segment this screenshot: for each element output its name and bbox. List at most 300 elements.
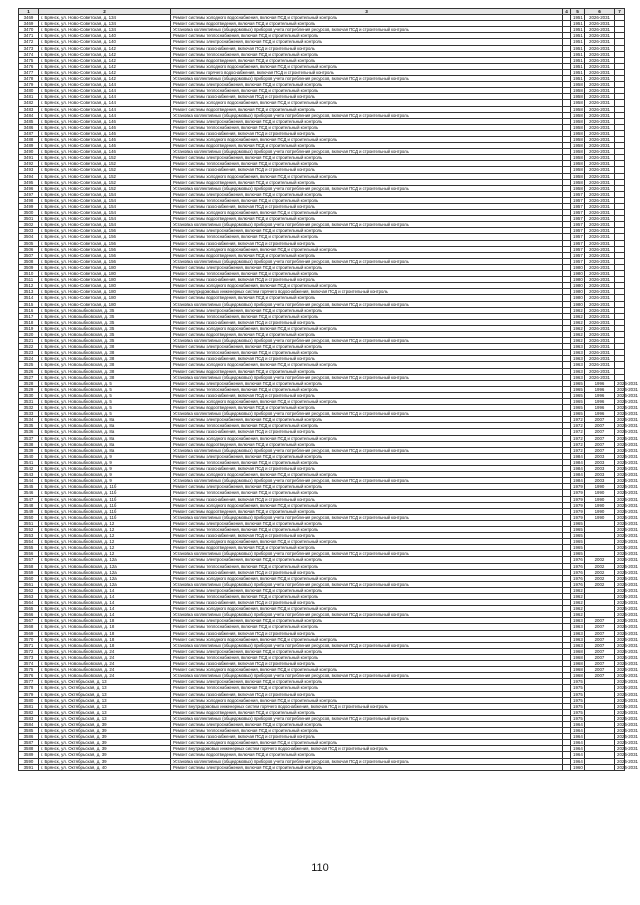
col6-cell: 1990: [585, 490, 615, 496]
address-cell: г. Брянск, ул. Новозыбковская, д. 35: [39, 319, 171, 325]
work-type-cell: Ремонт системы электроснабжения, включая ПСД и строительный контроль: [171, 453, 563, 459]
row-number: 3504: [19, 234, 39, 240]
address-cell: г. Брянск, ул. Ново-Советская, д. 146: [39, 149, 171, 155]
col7-cell: 2026-2031: [615, 484, 625, 490]
work-type-cell: Ремонт внутридомовых инженерных систем горячего водоснабжения, включая ПСД и строительный контроль: [171, 703, 563, 709]
address-cell: г. Брянск, ул. Октябрьская, д. 13: [39, 679, 171, 685]
work-type-cell: Ремонт системы теплоснабжения, включая ПСД и строительный контроль: [171, 624, 563, 630]
address-cell: г. Брянск, ул. Ново-Советская, д. 180: [39, 283, 171, 289]
address-cell: г. Брянск, ул. Ново-Советская, д. 152: [39, 173, 171, 179]
work-type-cell: Ремонт системы водоотведения, включая ПСД и строительный контроль: [171, 545, 563, 551]
col7-cell: 2026-2031: [615, 411, 625, 417]
row-number: 3587: [19, 740, 39, 746]
address-cell: г. Брянск, ул. Новозыбковская, д. 12: [39, 545, 171, 551]
year-built-cell: 1958: [571, 143, 585, 149]
row-number: 3521: [19, 338, 39, 344]
col7-cell: 2026-2031: [615, 386, 625, 392]
row-number: 3562: [19, 587, 39, 593]
year-built-cell: 1958: [571, 94, 585, 100]
col6-cell: 2003: [585, 472, 615, 478]
row-number: 3571: [19, 642, 39, 648]
row-number: 3543: [19, 472, 39, 478]
col6-cell: 2026-2031: [585, 124, 615, 130]
work-type-cell: Установка коллективных (общедомовых) приборов учета потребления ресурсов, включая ПСД и строительный контроль: [171, 715, 563, 721]
row-number: 3500: [19, 210, 39, 216]
col6-cell: 1990: [585, 514, 615, 520]
address-cell: г. Брянск, ул. Новозыбковская, д. 8а: [39, 423, 171, 429]
row-number: 3519: [19, 325, 39, 331]
address-cell: г. Брянск, ул. Новозыбковская, д. 12а: [39, 575, 171, 581]
address-cell: г. Брянск, ул. Ново-Советская, д. 154: [39, 204, 171, 210]
row-number: 3494: [19, 173, 39, 179]
year-built-cell: 1962: [571, 313, 585, 319]
address-cell: г. Брянск, ул. Октябрьская, д. 39: [39, 752, 171, 758]
year-built-cell: 1962: [571, 307, 585, 313]
column-header: 6: [585, 9, 615, 15]
row-number: 3563: [19, 594, 39, 600]
year-built-cell: 1962: [571, 600, 585, 606]
row-number: 3472: [19, 39, 39, 45]
address-cell: г. Брянск, ул. Новозыбковская, д. 5: [39, 392, 171, 398]
row-number: 3493: [19, 167, 39, 173]
work-type-cell: Ремонт системы холодного водоснабжения, включая ПСД и строительный контроль: [171, 502, 563, 508]
year-built-cell: 1975: [571, 715, 585, 721]
row-number: 3546: [19, 490, 39, 496]
row-number: 3534: [19, 417, 39, 423]
work-type-cell: Ремонт системы газоснабжения, включая ПСД и строительный контроль: [171, 600, 563, 606]
address-cell: г. Брянск, ул. Октябрьская, д. 13: [39, 715, 171, 721]
address-cell: г. Брянск, ул. Ново-Советская, д. 152: [39, 167, 171, 173]
col4-cell: [563, 764, 571, 770]
address-cell: г. Брянск, ул. Ново-Советская, д. 142: [39, 51, 171, 57]
address-cell: г. Брянск, ул. Ново-Советская, д. 140: [39, 33, 171, 39]
col6-cell: 2026-2031: [585, 331, 615, 337]
year-built-cell: 1963: [571, 642, 585, 648]
col7-cell: 2026-2031: [615, 508, 625, 514]
row-number: 3473: [19, 45, 39, 51]
work-type-cell: Ремонт системы газоснабжения, включая ПСД и строительный контроль: [171, 429, 563, 435]
work-type-cell: Ремонт системы теплоснабжения, включая ПСД и строительный контроль: [171, 490, 563, 496]
col7-cell: 2026-2031: [615, 587, 625, 593]
work-type-cell: Ремонт системы теплоснабжения, включая ПСД и строительный контроль: [171, 33, 563, 39]
work-type-cell: Ремонт системы газоснабжения, включая ПСД и строительный контроль: [171, 630, 563, 636]
address-cell: г. Брянск, ул. Ново-Советская, д. 180: [39, 301, 171, 307]
row-number: 3588: [19, 746, 39, 752]
work-type-cell: Ремонт системы теплоснабжения, включая ПСД и строительный контроль: [171, 51, 563, 57]
col6-cell: 2026-2031: [585, 313, 615, 319]
address-cell: г. Брянск, ул. Новозыбковская, д. 5: [39, 399, 171, 405]
row-number: 3480: [19, 88, 39, 94]
address-cell: г. Брянск, ул. Новозыбковская, д. 12: [39, 539, 171, 545]
address-cell: г. Брянск, ул. Ново-Советская, д. 152: [39, 155, 171, 161]
address-cell: г. Брянск, ул. Ново-Советская, д. 134: [39, 27, 171, 33]
work-type-cell: Ремонт системы электроснабжения, включая ПСД и строительный контроль: [171, 380, 563, 386]
work-type-cell: Ремонт системы холодного водоснабжения, включая ПСД и строительный контроль: [171, 697, 563, 703]
col6-cell: 2026-2031: [585, 179, 615, 185]
year-built-cell: 1965: [571, 526, 585, 532]
work-type-cell: Ремонт системы водоотведения, включая ПСД и строительный контроль: [171, 752, 563, 758]
work-type-cell: Установка коллективных (общедомовых) приборов учета потребления ресурсов, включая ПСД и строительный контроль: [171, 258, 563, 264]
row-number: 3547: [19, 496, 39, 502]
work-type-cell: Ремонт системы холодного водоснабжения, включая ПСД и строительный контроль: [171, 15, 563, 21]
row-number: 3545: [19, 484, 39, 490]
col6-cell: 2007: [585, 642, 615, 648]
year-built-cell: 1962: [571, 594, 585, 600]
row-number: 3497: [19, 191, 39, 197]
year-built-cell: 1976: [571, 563, 585, 569]
col6-cell: 2026-2031: [585, 240, 615, 246]
col7-cell: 2026-2031: [615, 551, 625, 557]
capital-repair-table: [18, 8, 638, 771]
work-type-cell: Ремонт системы газоснабжения, включая ПСД и строительный контроль: [171, 392, 563, 398]
col7-cell: 2026-2031: [615, 575, 625, 581]
col7-cell: 2026-2031: [615, 721, 625, 727]
year-built-cell: 1960: [571, 764, 585, 770]
address-cell: г. Брянск, ул. Новозыбковская, д. 12: [39, 533, 171, 539]
col7-cell: 2026-2031: [615, 606, 625, 612]
year-built-cell: 1984: [571, 478, 585, 484]
col6-cell: 2026-2031: [585, 319, 615, 325]
address-cell: г. Брянск, ул. Новозыбковская, д. 9: [39, 478, 171, 484]
row-number: 3507: [19, 252, 39, 258]
col6-cell: 2002: [585, 569, 615, 575]
col6-cell: 2026-2031: [585, 76, 615, 82]
col7-cell: 2026-2031: [615, 520, 625, 526]
col6-cell: 2026-2031: [585, 100, 615, 106]
col7-cell: 2026-2031: [615, 569, 625, 575]
year-built-cell: 1962: [571, 606, 585, 612]
row-number: 3548: [19, 502, 39, 508]
col7-cell: 2026-2031: [615, 612, 625, 618]
col7-cell: 2026-2031: [615, 679, 625, 685]
col7-cell: 2026-2031: [615, 691, 625, 697]
work-type-cell: Установка коллективных (общедомовых) приборов учета потребления ресурсов, включая ПСД и строительный контроль: [171, 301, 563, 307]
row-number: 3536: [19, 429, 39, 435]
col7-cell: 2026-2031: [615, 740, 625, 746]
work-type-cell: Ремонт системы газоснабжения, включая ПСД и строительный контроль: [171, 734, 563, 740]
address-cell: г. Брянск, ул. Ново-Советская, д. 154: [39, 191, 171, 197]
col6-cell: 2026-2031: [585, 204, 615, 210]
address-cell: г. Брянск, ул. Новозыбковская, д. 38: [39, 350, 171, 356]
work-type-cell: Ремонт системы холодного водоснабжения, включая ПСД и строительный контроль: [171, 173, 563, 179]
work-type-cell: Ремонт системы электроснабжения, включая ПСД и строительный контроль: [171, 228, 563, 234]
row-number: 3518: [19, 319, 39, 325]
year-built-cell: 1975: [571, 679, 585, 685]
address-cell: г. Брянск, ул. Ново-Советская, д. 144: [39, 82, 171, 88]
year-built-cell: 1980: [571, 271, 585, 277]
work-type-cell: Ремонт системы электроснабжения, включая ПСД и строительный контроль: [171, 484, 563, 490]
year-built-cell: 1958: [571, 149, 585, 155]
column-header: 4: [563, 9, 571, 15]
col6-cell: 2026-2031: [585, 301, 615, 307]
col7-cell: 2026-2031: [615, 490, 625, 496]
row-number: 3539: [19, 447, 39, 453]
col7-cell: 2026-2031: [615, 435, 625, 441]
col7-cell: 2026-2031: [615, 557, 625, 563]
address-cell: г. Брянск, ул. Новозыбковская, д. 38: [39, 344, 171, 350]
address-cell: г. Брянск, ул. Новозыбковская, д. 12а: [39, 569, 171, 575]
row-number: 3478: [19, 76, 39, 82]
col7-cell: 2026-2031: [615, 709, 625, 715]
address-cell: г. Брянск, ул. Новозыбковская, д. 9: [39, 472, 171, 478]
work-type-cell: Ремонт системы холодного водоснабжения, включая ПСД и строительный контроль: [171, 606, 563, 612]
col6-cell: 1996: [585, 386, 615, 392]
work-type-cell: Ремонт системы теплоснабжения, включая ПСД и строительный контроль: [171, 271, 563, 277]
row-number: 3505: [19, 240, 39, 246]
address-cell: г. Брянск, ул. Новозыбковская, д. 18: [39, 630, 171, 636]
address-cell: г. Брянск, ул. Ново-Советская, д. 144: [39, 88, 171, 94]
year-built-cell: 1972: [571, 441, 585, 447]
year-built-cell: 1957: [571, 246, 585, 252]
row-number: 3570: [19, 636, 39, 642]
year-built-cell: 1968: [571, 661, 585, 667]
year-built-cell: 1975: [571, 685, 585, 691]
year-built-cell: 1968: [571, 667, 585, 673]
work-type-cell: Ремонт системы теплоснабжения, включая ПСД и строительный контроль: [171, 124, 563, 130]
address-cell: г. Брянск, ул. Октябрьская, д. 13: [39, 685, 171, 691]
address-cell: г. Брянск, ул. Октябрьская, д. 13: [39, 709, 171, 715]
row-number: 3520: [19, 331, 39, 337]
col6-cell: 2026-2031: [585, 210, 615, 216]
work-type-cell: Ремонт системы теплоснабжения, включая ПСД и строительный контроль: [171, 563, 563, 569]
work-type-cell: Ремонт системы газоснабжения, включая ПСД и строительный контроль: [171, 496, 563, 502]
row-number: 3553: [19, 533, 39, 539]
address-cell: г. Брянск, ул. Ново-Советская, д. 142: [39, 45, 171, 51]
year-built-cell: 1962: [571, 319, 585, 325]
work-type-cell: Ремонт системы газоснабжения, включая ПСД и строительный контроль: [171, 466, 563, 472]
address-cell: г. Брянск, ул. Ново-Советская, д. 152: [39, 185, 171, 191]
work-type-cell: Ремонт системы водоотведения, включая ПСД и строительный контроль: [171, 709, 563, 715]
col6-cell: 2026-2031: [585, 88, 615, 94]
address-cell: г. Брянск, ул. Ново-Советская, д. 144: [39, 112, 171, 118]
work-type-cell: Ремонт системы газоснабжения, включая ПСД и строительный контроль: [171, 240, 563, 246]
year-built-cell: 1958: [571, 167, 585, 173]
row-number: 3470: [19, 27, 39, 33]
address-cell: г. Брянск, ул. Октябрьская, д. 39: [39, 734, 171, 740]
year-built-cell: 1962: [571, 338, 585, 344]
row-number: 3573: [19, 654, 39, 660]
row-number: 3522: [19, 344, 39, 350]
col6-cell: 2026-2031: [585, 295, 615, 301]
address-cell: г. Брянск, ул. Ново-Советская, д. 156: [39, 246, 171, 252]
work-type-cell: Ремонт системы теплоснабжения, включая ПСД и строительный контроль: [171, 313, 563, 319]
row-number: 3495: [19, 179, 39, 185]
address-cell: г. Брянск, ул. Ново-Советская, д. 156: [39, 258, 171, 264]
row-number: 3485: [19, 118, 39, 124]
col6-cell: 2026-2031: [585, 69, 615, 75]
work-type-cell: Ремонт системы газоснабжения, включая ПСД и строительный контроль: [171, 356, 563, 362]
work-type-cell: Ремонт системы холодного водоснабжения, включая ПСД и строительный контроль: [171, 283, 563, 289]
row-number: 3483: [19, 106, 39, 112]
year-built-cell: 1962: [571, 612, 585, 618]
year-built-cell: 1972: [571, 423, 585, 429]
column-header: 5: [571, 9, 585, 15]
address-cell: г. Брянск, ул. Ново-Советская, д. 152: [39, 179, 171, 185]
work-type-cell: Ремонт внутридомовых инженерных систем горячего водоснабжения, включая ПСД и строительный контроль: [171, 289, 563, 295]
row-number: 3517: [19, 313, 39, 319]
year-built-cell: 1957: [571, 210, 585, 216]
work-type-cell: Ремонт системы теплоснабжения, включая ПСД и строительный контроль: [171, 234, 563, 240]
year-built-cell: 1972: [571, 429, 585, 435]
row-number: 3496: [19, 185, 39, 191]
work-type-cell: Ремонт системы водоотведения, включая ПСД и строительный контроль: [171, 295, 563, 301]
work-type-cell: Установка коллективных (общедомовых) приборов учета потребления ресурсов, включая ПСД и строительный контроль: [171, 673, 563, 679]
work-type-cell: Ремонт системы газоснабжения, включая ПСД и строительный контроль: [171, 130, 563, 136]
year-built-cell: 1963: [571, 368, 585, 374]
year-built-cell: 1951: [571, 15, 585, 21]
row-number: 3529: [19, 386, 39, 392]
year-built-cell: 1958: [571, 112, 585, 118]
work-type-cell: Ремонт системы газоснабжения, включая ПСД и строительный контроль: [171, 569, 563, 575]
col7-cell: 2026-2031: [615, 630, 625, 636]
work-type-cell: Ремонт системы теплоснабжения, включая ПСД и строительный контроль: [171, 197, 563, 203]
col6-cell: 2026-2031: [585, 356, 615, 362]
work-type-cell: Ремонт системы теплоснабжения, включая ПСД и строительный контроль: [171, 526, 563, 532]
year-built-cell: 1984: [571, 466, 585, 472]
col6-cell: 2026-2031: [585, 344, 615, 350]
work-type-cell: Ремонт системы холодного водоснабжения, включая ПСД и строительный контроль: [171, 539, 563, 545]
col7-cell: 2026-2031: [615, 526, 625, 532]
address-cell: г. Брянск, ул. Новозыбковская, д. 12а: [39, 581, 171, 587]
row-number: 3510: [19, 271, 39, 277]
address-cell: г. Брянск, ул. Ново-Советская, д. 140: [39, 39, 171, 45]
row-number: 3556: [19, 551, 39, 557]
col7-cell: 2026-2031: [615, 447, 625, 453]
col6-cell: 2007: [585, 429, 615, 435]
col6-cell: 2003: [585, 478, 615, 484]
address-cell: г. Брянск, ул. Новозыбковская, д. 38: [39, 368, 171, 374]
work-type-cell: Ремонт системы газоснабжения, включая ПСД и строительный контроль: [171, 661, 563, 667]
col6-cell: 1990: [585, 508, 615, 514]
col7-cell: 2026-2031: [615, 728, 625, 734]
col7-cell: 2026-2031: [615, 545, 625, 551]
col7-cell: 2026-2031: [615, 752, 625, 758]
col7-cell: 2026-2031: [615, 648, 625, 654]
col6-cell: 2026-2031: [585, 149, 615, 155]
col6-cell: 2026-2031: [585, 63, 615, 69]
col7-cell: 2026-2031: [615, 667, 625, 673]
col6-cell: 2026-2031: [585, 39, 615, 45]
work-type-cell: Ремонт системы теплоснабжения, включая ПСД и строительный контроль: [171, 654, 563, 660]
year-built-cell: 1964: [571, 728, 585, 734]
address-cell: г. Брянск, ул. Ново-Советская, д. 146: [39, 143, 171, 149]
table-body: [19, 15, 638, 771]
row-number: 3527: [19, 374, 39, 380]
year-built-cell: 1958: [571, 100, 585, 106]
year-built-cell: 1965: [571, 386, 585, 392]
work-type-cell: Ремонт внутридомовых инженерных систем горячего водоснабжения, включая ПСД и строительный контроль: [171, 746, 563, 752]
col6-cell: 2026-2031: [585, 289, 615, 295]
col6-cell: 2026-2031: [585, 45, 615, 51]
address-cell: г. Брянск, ул. Ново-Советская, д. 146: [39, 118, 171, 124]
col6-cell: 2007: [585, 636, 615, 642]
address-cell: г. Брянск, ул. Новозыбковская, д. 38: [39, 374, 171, 380]
address-cell: г. Брянск, ул. Ново-Советская, д. 154: [39, 222, 171, 228]
col6-cell: 1996: [585, 399, 615, 405]
year-built-cell: 1965: [571, 551, 585, 557]
register-table-container: [18, 8, 638, 771]
year-built-cell: 1975: [571, 709, 585, 715]
address-cell: г. Брянск, ул. Ново-Советская, д. 134: [39, 15, 171, 21]
work-type-cell: Ремонт системы электроснабжения, включая ПСД и строительный контроль: [171, 417, 563, 423]
work-type-cell: Установка коллективных (общедомовых) приборов учета потребления ресурсов, включая ПСД и строительный контроль: [171, 76, 563, 82]
year-built-cell: 1957: [571, 234, 585, 240]
row-number: 3514: [19, 295, 39, 301]
col6-cell: 2003: [585, 459, 615, 465]
col6-cell: 2026-2031: [585, 15, 615, 21]
work-type-cell: Ремонт системы водоотведения, включая ПСД и строительный контроль: [171, 57, 563, 63]
work-type-cell: Установка коллективных (общедомовых) приборов учета потребления ресурсов, включая ПСД и строительный контроль: [171, 612, 563, 618]
work-type-cell: Установка коллективных (общедомовых) приборов учета потребления ресурсов, включая ПСД и строительный контроль: [171, 514, 563, 520]
work-type-cell: Ремонт системы газоснабжения, включая ПСД и строительный контроль: [171, 45, 563, 51]
work-type-cell: Ремонт системы электроснабжения, включая ПСД и строительный контроль: [171, 679, 563, 685]
row-number: 3591: [19, 764, 39, 770]
work-type-cell: Ремонт системы газоснабжения, включая ПСД и строительный контроль: [171, 691, 563, 697]
row-number: 3559: [19, 569, 39, 575]
work-type-cell: Ремонт системы водоотведения, включая ПСД и строительный контроль: [171, 331, 563, 337]
col6-cell: 2007: [585, 673, 615, 679]
work-type-cell: Установка коллективных (общедомовых) приборов учета потребления ресурсов, включая ПСД и строительный контроль: [171, 411, 563, 417]
year-built-cell: 1968: [571, 673, 585, 679]
address-cell: г. Брянск, ул. Ново-Советская, д. 156: [39, 252, 171, 258]
row-number: 3481: [19, 94, 39, 100]
work-type-cell: Ремонт системы электроснабжения, включая ПСД и строительный контроль: [171, 557, 563, 563]
col6-cell: 2007: [585, 654, 615, 660]
row-number: 3499: [19, 204, 39, 210]
row-number: 3502: [19, 222, 39, 228]
col6-cell: 2026-2031: [585, 118, 615, 124]
address-cell: г. Брянск, ул. Новозыбковская, д. 24: [39, 661, 171, 667]
row-number: 3509: [19, 264, 39, 270]
col6-cell: 2026-2031: [585, 368, 615, 374]
address-cell: г. Брянск, ул. Новозыбковская, д. 38: [39, 356, 171, 362]
work-type-cell: Ремонт системы электроснабжения, включая ПСД и строительный контроль: [171, 587, 563, 593]
year-built-cell: 1957: [571, 216, 585, 222]
col7-cell: 2026-2031: [615, 685, 625, 691]
row-number: 3540: [19, 453, 39, 459]
work-type-cell: Ремонт системы газоснабжения, включая ПСД и строительный контроль: [171, 204, 563, 210]
address-cell: г. Брянск, ул. Октябрьская, д. 13: [39, 691, 171, 697]
year-built-cell: 1963: [571, 350, 585, 356]
address-cell: г. Брянск, ул. Новозыбковская, д. 35: [39, 307, 171, 313]
work-type-cell: Ремонт системы холодного водоснабжения, включая ПСД и строительный контроль: [171, 435, 563, 441]
work-type-cell: Ремонт системы электроснабжения, включая ПСД и строительный контроль: [171, 648, 563, 654]
year-built-cell: 1980: [571, 301, 585, 307]
year-built-cell: 1975: [571, 703, 585, 709]
address-cell: г. Брянск, ул. Новозыбковская, д. 12: [39, 551, 171, 557]
address-cell: г. Брянск, ул. Новозыбковская, д. 12а: [39, 557, 171, 563]
col6-cell: 2003: [585, 466, 615, 472]
col6-cell: 2002: [585, 581, 615, 587]
year-built-cell: 1964: [571, 752, 585, 758]
address-cell: г. Брянск, ул. Ново-Советская, д. 156: [39, 240, 171, 246]
col6-cell: 2007: [585, 648, 615, 654]
year-built-cell: 1958: [571, 124, 585, 130]
col6-cell: 2007: [585, 417, 615, 423]
row-number: 3482: [19, 100, 39, 106]
address-cell: г. Брянск, ул. Новозыбковская, д. 9: [39, 453, 171, 459]
year-built-cell: 1951: [571, 76, 585, 82]
address-cell: г. Брянск, ул. Новозыбковская, д. 5: [39, 405, 171, 411]
year-built-cell: 1968: [571, 654, 585, 660]
row-number: 3567: [19, 618, 39, 624]
address-cell: г. Брянск, ул. Ново-Советская, д. 144: [39, 106, 171, 112]
row-number: 3530: [19, 392, 39, 398]
row-number: 3524: [19, 356, 39, 362]
row-number: 3492: [19, 161, 39, 167]
year-built-cell: 1958: [571, 173, 585, 179]
year-built-cell: 1957: [571, 228, 585, 234]
